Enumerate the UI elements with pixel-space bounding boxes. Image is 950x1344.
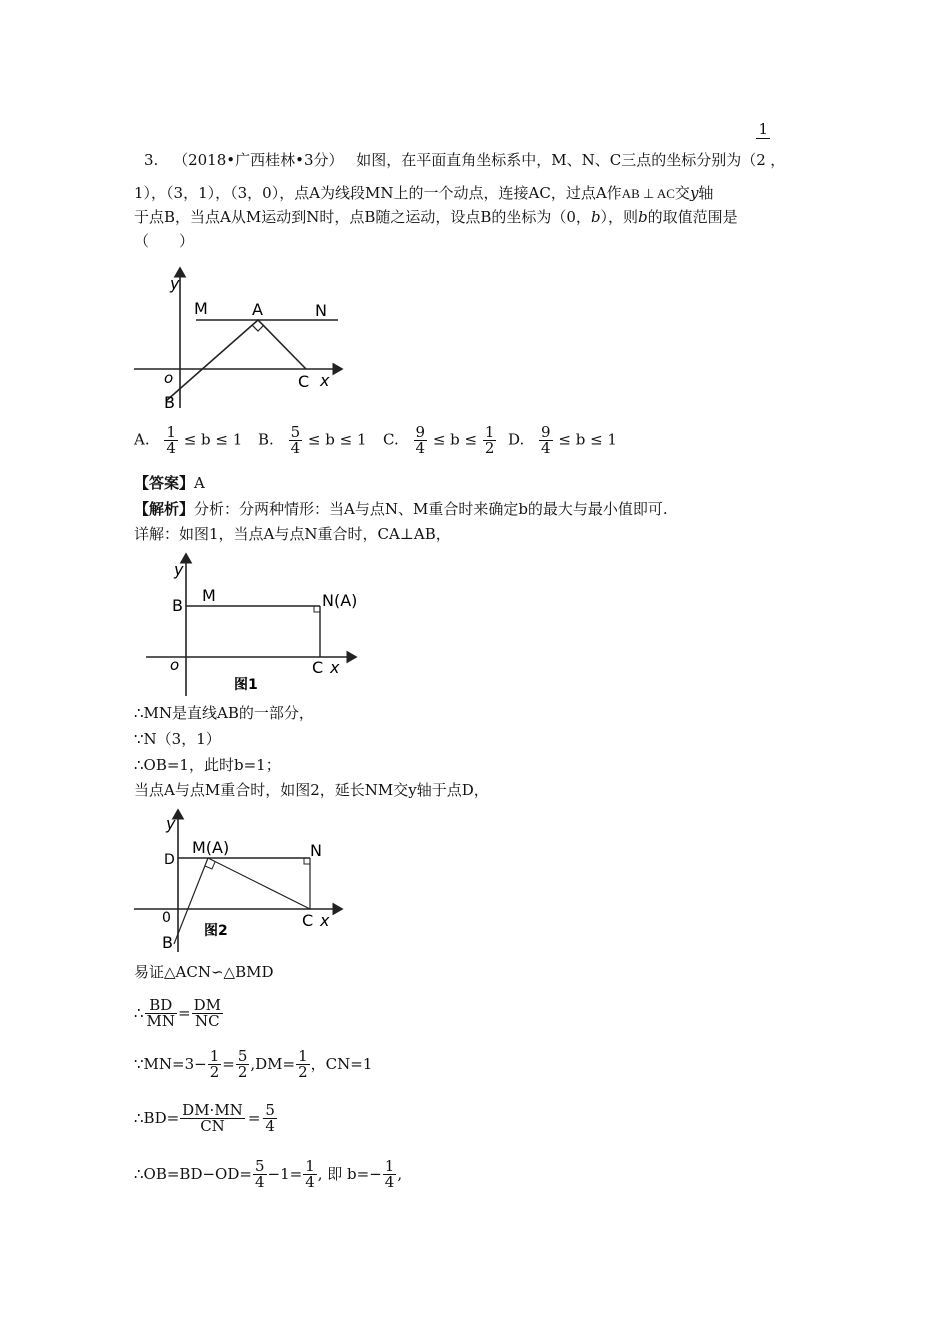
option-d-fraction: $\frac{9}{4}$ xyxy=(541,423,551,457)
question-text: 如图，在平面直角坐标系中，M、N、C三点的坐标分别为（ xyxy=(356,151,757,169)
right-angle-mark xyxy=(252,325,264,331)
fig1-label-m: M xyxy=(202,586,216,605)
label-y: y xyxy=(170,274,180,293)
fig1-caption: 图1 xyxy=(234,677,258,693)
fig2-label-x: x xyxy=(320,911,330,930)
fig1-label-x: x xyxy=(330,658,340,677)
label-x: x xyxy=(320,371,330,390)
step-7: ∵MN=3− $\frac{1}{2}$ = $\frac{5}{2}$ ,DM= $\frac{1}{2}$ ，CN=1 xyxy=(134,1047,373,1081)
question-line-2: 1），（3，1），（3，0），点A为线段MN上的一个动点，连接AC，过点A作AB ⊥ AC交y轴 xyxy=(134,184,714,202)
label-n: N xyxy=(315,301,327,320)
answer-line: 【答案】A xyxy=(134,474,205,492)
option-a[interactable]: A. $\frac{1}{4}$ ≤ b ≤ 1 xyxy=(134,423,243,457)
fig2-label-b: B xyxy=(162,933,173,952)
figure-2 xyxy=(130,806,350,956)
label-c: C xyxy=(298,372,310,391)
question-line-4: （ ） xyxy=(134,232,195,250)
fig2-label-o: 0 xyxy=(162,910,171,926)
option-b[interactable]: B. $\frac{5}{4}$ ≤ b ≤ 1 xyxy=(258,423,367,457)
fig1-right-angle xyxy=(314,606,320,612)
label-b: B xyxy=(164,393,175,412)
fig2-segment-ac xyxy=(208,858,310,909)
fig2-label-ma: M(A) xyxy=(192,838,230,857)
fig2-caption: 图2 xyxy=(204,923,228,939)
option-c-fraction-1: $\frac{9}{4}$ xyxy=(415,423,426,457)
segments-ba-ac xyxy=(166,320,306,401)
step-2: ∵N（3，1） xyxy=(134,730,221,748)
step-6: ∴ $\frac{BD}{MN}$ = $\frac{DM}{NC}$ xyxy=(134,996,221,1030)
fig1-label-y: y xyxy=(174,560,184,579)
question-source: （2018•广西桂林•3分） xyxy=(173,151,344,169)
fig1-label-c: C xyxy=(312,658,324,677)
question-number: 3. xyxy=(144,151,159,169)
fig2-label-y: y xyxy=(166,814,176,833)
fig2-label-c: C xyxy=(302,911,314,930)
option-c[interactable]: C. $\frac{9}{4}$ ≤ b ≤ $\frac{1}{2}$ xyxy=(383,423,495,457)
label-m: M xyxy=(194,299,208,318)
label-a: A xyxy=(252,300,263,319)
step-3: ∴OB=1，此时b=1； xyxy=(134,756,281,774)
main-figure xyxy=(130,262,350,414)
fig2-label-d: D xyxy=(164,852,175,868)
step-1: ∴MN是直线AB的一部分， xyxy=(134,704,314,722)
label-o: o xyxy=(164,369,174,387)
detail-line: 详解：如图1，当点A与点N重合时，CA⊥AB， xyxy=(134,525,451,543)
step-4: 当点A与点M重合时，如图2，延长NM交y轴于点D， xyxy=(134,781,489,799)
analysis-line: 【解析】分析：分两种情形：当A与点N、M重合时来确定b的最大与最小值即可. xyxy=(134,500,668,518)
step-9: ∴OB=BD−OD= $\frac{5}{4}$ −1= $\frac{1}{4}$ , 即 b=− $\frac{1}{4}$ , xyxy=(134,1157,403,1191)
option-a-fraction: $\frac{1}{4}$ xyxy=(166,423,176,457)
fig1-label-o: o xyxy=(170,656,180,674)
step-5: 易证△ACN∽△BMD xyxy=(134,963,274,981)
option-b-fraction: $\frac{5}{4}$ xyxy=(290,423,301,457)
fig2-segment-ab xyxy=(174,858,208,944)
option-c-fraction-2: $\frac{1}{2}$ xyxy=(484,423,495,457)
question-line-1: 3. （2018•广西桂林•3分） 如图，在平面直角坐标系中，M、N、C三点的坐标分别为（ $\frac{1}{2}$， xyxy=(144,120,786,169)
fig1-label-na: N(A) xyxy=(322,591,358,610)
option-d[interactable]: D. $\frac{9}{4}$ ≤ b ≤ 1 xyxy=(508,423,617,457)
fig2-label-n: N xyxy=(310,841,322,860)
question-line-3: 于点B，当点A从M运动到N时，点B随之运动，设点B的坐标为（0，b），则b的取值范围是 xyxy=(134,208,738,226)
coord-fraction-m: $\frac{1}{2}$ xyxy=(756,150,770,170)
step-8: ∴BD= $\frac{DM\cdot MN}{CN}$ = $\frac{5}{4}$ xyxy=(134,1101,275,1135)
figure-1 xyxy=(142,548,362,698)
fig1-label-b: B xyxy=(172,596,183,615)
